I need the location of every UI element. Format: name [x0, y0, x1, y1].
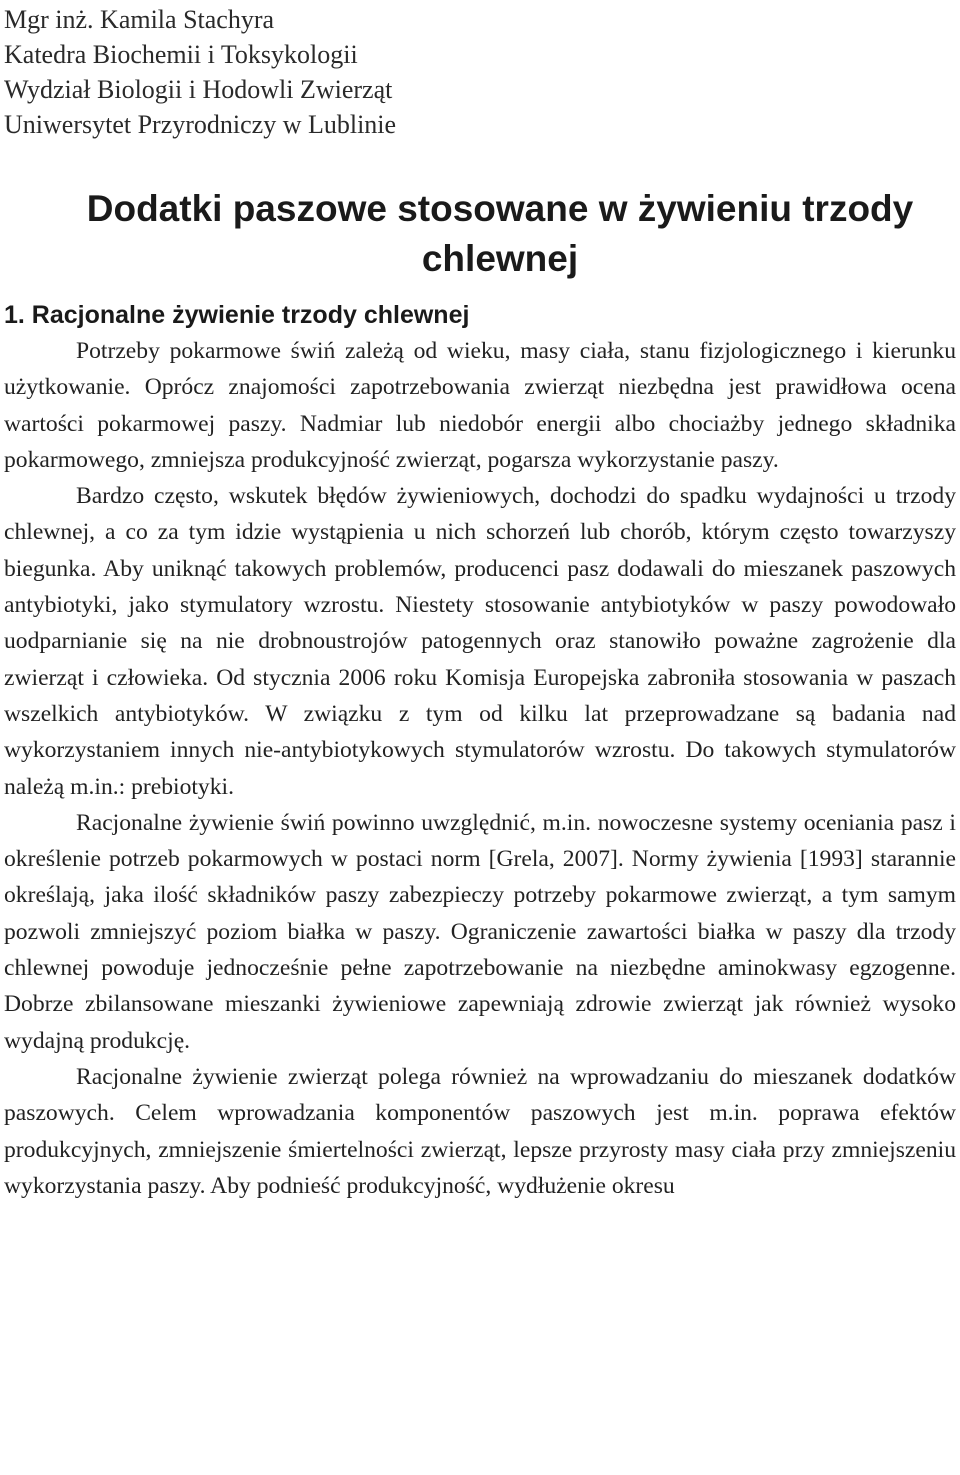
- paragraph-1: Potrzeby pokarmowe świń zależą od wieku, masy ciała, stanu fizjologicznego i kierunku użytkowanie. Oprócz znajomości zapotrzebowania zwierząt niezbędna jest prawidłowa ocena wartości pokarmowej paszy. Nadmiar lub niedobór energii albo chociażby jednego składnika pokarmowego, zmniejsza produkcyjność zwierząt, pogarsza wykorzystanie paszy.: [4, 338, 956, 473]
- document-page: [4, 0, 956, 1204]
- author-name: Mgr inż. Kamila Stachyra: [4, 5, 275, 34]
- paragraph-2: Bardzo często, wskutek błędów żywieniowych, dochodzi do spadku wydajności u trzody chlewnej, a co za tym idzie wystąpienia u nich schorzeń lub chorób, którym często towarzyszy biegunka. Aby uniknąć takowych problemów, producenci pasz dodawali do mieszanek paszowych antybiotyki, jako stymulatory wzrostu. Niestety stosowanie antybiotyków w paszy powodowało uodparnianie się na nie drobnoustrojów patogennych oraz stanowiło poważne zagrożenie dla zwierząt i człowieka. Od stycznia 2006 roku Komisja Europejska zabroniła stosowania w paszach wszelkich antybiotyków. W związku z tym od kilku lat przeprowadzane są badania nad wykorzystaniem innych nie-antybiotykowych stymulatorów wzrostu. Do takowych stymulatorów należą m.in.: prebiotyki.: [4, 483, 956, 800]
- document-title: Dodatki paszowe stosowane w żywieniu trzody chlewnej: [86, 188, 914, 279]
- author-department: Katedra Biochemii i Toksykologii: [4, 40, 358, 69]
- section-heading: 1. Racjonalne żywienie trzody chlewnej: [4, 301, 470, 329]
- author-block: [4, 2, 956, 142]
- author-faculty: Wydział Biologii i Hodowli Zwierząt: [4, 75, 393, 104]
- paragraph-3: Racjonalne żywienie świń powinno uwzględnić, m.in. nowoczesne systemy oceniania pasz i określenie potrzeb pokarmowych w postaci norm [Grela, 2007]. Normy żywienia [1993] starannie określają, jaka ilość składników paszy zabezpieczy potrzeby pokarmowe zwierząt, a tym samym pozwoli zmniejszyć poziom białka w paszy. Ograniczenie zawartości białka w paszy dla trzody chlewnej powoduje jednocześnie pełne zapotrzebowanie na niezbędne aminokwasy egzogenne. Dobrze zbilansowane mieszanki żywieniowe zapewniają zdrowie zwierząt jak również wysoko wydajną produkcję.: [4, 809, 956, 1054]
- author-university: Uniwersytet Przyrodniczy w Lublinie: [4, 110, 397, 139]
- paragraph-4: Racjonalne żywienie zwierząt polega również na wprowadzaniu do mieszanek dodatków paszowych. Celem wprowadzania komponentów paszowych jest m.in. poprawa efektów produkcyjnych, zmniejszenie śmiertelności zwierząt, lepsze przyrosty masy ciała przy zmniejszeniu wykorzystania paszy. Aby podnieść produkcyjność, wydłużenie okresu: [4, 1063, 956, 1199]
